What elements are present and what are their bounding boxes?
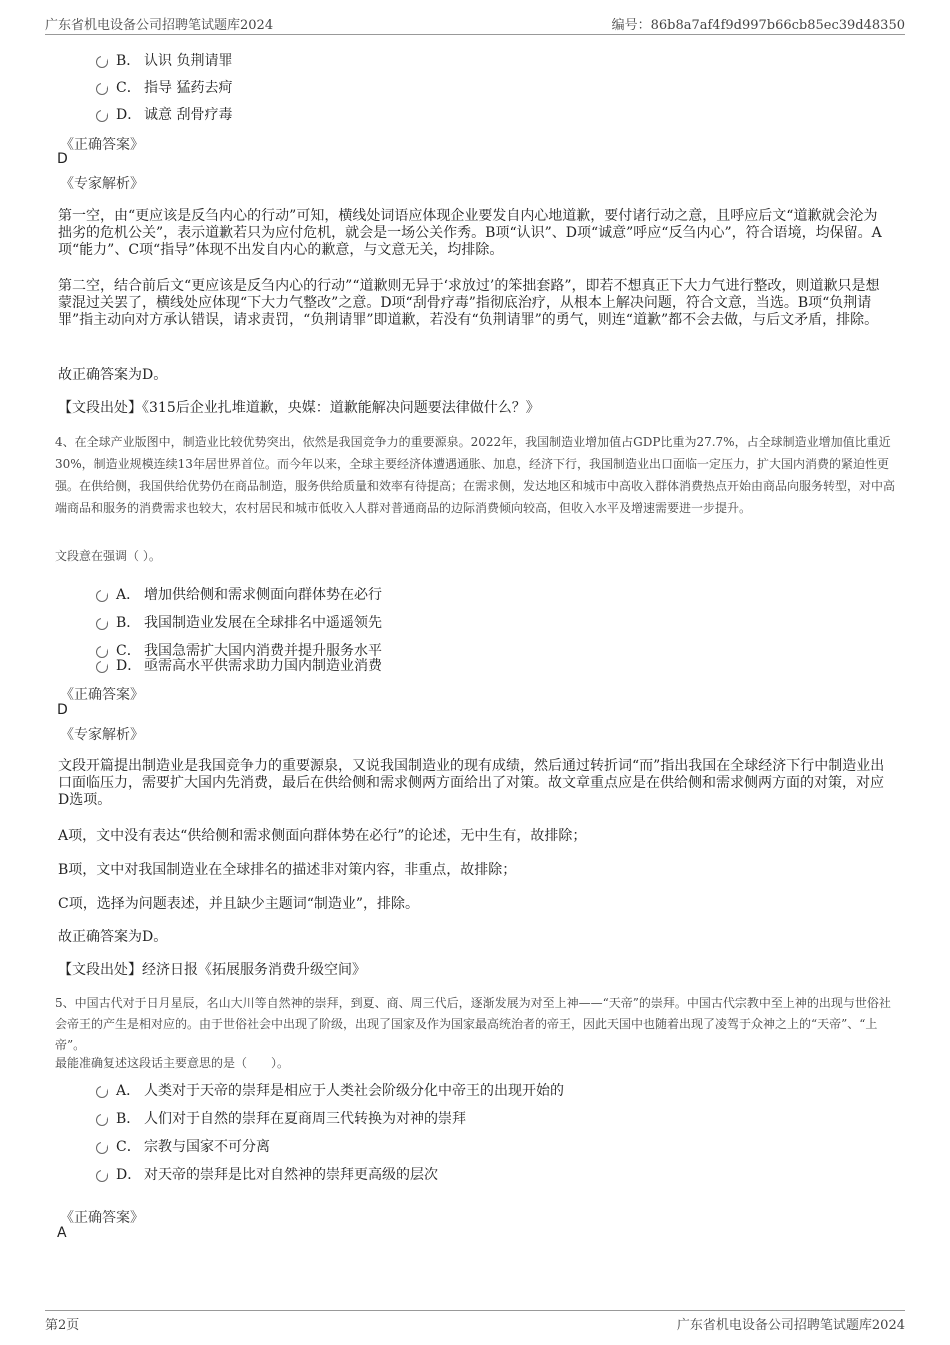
q4-option-a[interactable]: A． 增加供给侧和需求侧面向群体势在必行 [96,584,382,604]
radio-icon[interactable] [96,1170,108,1182]
q4-source: 【文段出处】经济日报《拓展服务消费升级空间》 [58,962,366,978]
radio-icon[interactable] [96,1142,108,1154]
q3-option-d[interactable]: D． 诚意 刮骨疗毒 [96,104,232,124]
q3-option-b[interactable]: B． 认识 负荆请罪 [96,50,232,70]
q4-analysis-p5: 故正确答案为D。 [58,929,168,945]
q3-analysis-p1: 第一空，由“更应该是反刍内心的行动”可知，横线处词语应体现企业要发自内心地道歉，要付诸行动之意，且呼应后文“道歉就会沦为拙劣的危机公关”，表示道歉若只为应付危机，就会是一场公关作秀。B项“认识”、D项“诚意”呼应“反刍内心”，符合语境，均保留。A项“能力”、C项“指导”体现不出发自内心的歉意，与文意无关，均排除。 [58,208,882,258]
q4-analysis-label: 《专家解析》 [60,727,144,743]
q5-option-b[interactable]: B． 人们对于自然的崇拜在夏商周三代转换为对神的崇拜 [96,1108,466,1128]
q5-prompt: 最能准确复述这段话主要意思的是（ ）。 [55,1056,290,1070]
q5-answer: A [57,1225,67,1241]
q3-analysis-label: 《专家解析》 [60,176,144,192]
q3-answer: D [57,151,68,167]
header-title: 广东省机电设备公司招聘笔试题库2024 [45,18,274,33]
radio-icon[interactable] [96,661,108,673]
q4-option-c[interactable]: C． 我国急需扩大国内消费并提升服务水平 [96,640,382,660]
radio-icon[interactable] [96,56,108,68]
q3-option-c[interactable]: C． 指导 猛药去疴 [96,77,232,97]
q4-analysis-p3: B项，文中对我国制造业在全球排名的描述非对策内容，非重点，故排除； [58,862,517,878]
q4-text: 4、在全球产业版图中，制造业比较优势突出，依然是我国竞争力的重要源泉。2022年，我国制造业增加值占GDP比重为27.7%，占全球制造业增加值比重近30%，制造业规模连续13年居世界首位。而今年以来，全球主要经济体遭遇通胀、加息，经济下行，我国制造业出口面临一定压力，扩大国内消费的紧迫性更强。在供给侧，我国供给优势仍在商品制造，服务供给质量和效率有待提高；在需求侧，发达地区和城市中高收入群体消费热点开始由商品向服务转型，对中高端商品和服务的消费需求也较大，农村居民和城市低收入人群对普通商品的边际消费倾向较高，但收入水平及增速需要进一步提升。 [55,435,896,515]
radio-icon[interactable] [96,1114,108,1126]
q3-analysis-p2: 第二空，结合前后文“更应该是反刍内心的行动”“道歉则无异于‘求放过’的笨拙套路”，即若不想真正下大力气进行整改，则道歉只是想蒙混过关罢了，横线处应体现“下大力气整改”之意。D项“刮骨疗毒”指彻底治疗，从根本上解决问题，符合文意，当选。B项“负荆请罪”指主动向对方承认错误，请求责罚，“负荆请罪”即道歉，若没有“负荆请罪”的勇气，则连“道歉”都不会去做，与后文矛盾，排除。 [58,278,880,328]
q4-answer-label: 《正确答案》 [60,687,144,703]
q4-option-d[interactable]: D． 亟需高水平供需求助力国内制造业消费 [96,655,382,675]
q5-text: 5、中国古代对于日月星辰，名山大川等自然神的崇拜，到夏、商、周三代后，逐渐发展为对至上神——“天帝”的崇拜。中国古代宗教中至上神的出现与世俗社会帝王的产生是相对应的。由于世俗社会中出现了阶级，出现了国家及作为国家最高统治者的帝王，因此天国中也随着出现了凌驾于众神之上的“天帝”、“上帝”。 [55,996,891,1052]
q4-analysis-p1: 文段开篇提出制造业是我国竞争力的重要源泉，又说我国制造业的现有成绩，然后通过转折词“而”指出我国在全球经济下行中制造业出口面临压力，需要扩大国内先消费，最后在供给侧和需求侧两方面给出了对策。故文章重点应是在供给侧和需求侧两方面的对策，对应D选项。 [58,758,885,808]
radio-icon[interactable] [96,618,108,630]
q4-analysis-p2: A项，文中没有表达“供给侧和需求侧面向群体势在必行”的论述，无中生有，故排除； [58,828,587,844]
footer-title: 广东省机电设备公司招聘笔试题库2024 [676,1318,905,1333]
q3-answer-label: 《正确答案》 [60,137,144,153]
q5-option-d[interactable]: D． 对天帝的崇拜是比对自然神的崇拜更高级的层次 [96,1164,438,1184]
q4-analysis-p4: C项，选择为问题表述，并且缺少主题词“制造业”，排除。 [58,896,420,912]
q5-option-c[interactable]: C． 宗教与国家不可分离 [96,1136,270,1156]
q5-answer-label: 《正确答案》 [60,1210,144,1226]
page-footer [45,1310,905,1334]
q3-source: 【文段出处】《315后企业扎堆道歉，央媒：道歉能解决问题要法律做什么？》 [58,400,540,416]
q3-analysis-p3: 故正确答案为D。 [58,367,168,383]
header-serial: 编号：86b8a7af4f9d997b66cb85ec39d48350 [611,18,905,33]
q4-answer: D [57,702,68,718]
q4-option-b[interactable]: B． 我国制造业发展在全球排名中遥遥领先 [96,612,382,632]
q5-option-a[interactable]: A． 人类对于天帝的崇拜是相应于人类社会阶级分化中帝王的出现开始的 [96,1080,564,1100]
radio-icon[interactable] [96,590,108,602]
page-header [45,14,905,35]
radio-icon[interactable] [96,1086,108,1098]
q4-prompt: 文段意在强调（ ）。 [55,549,161,563]
page-number: 第2页 [45,1318,80,1333]
radio-icon[interactable] [96,110,108,122]
radio-icon[interactable] [96,83,108,95]
